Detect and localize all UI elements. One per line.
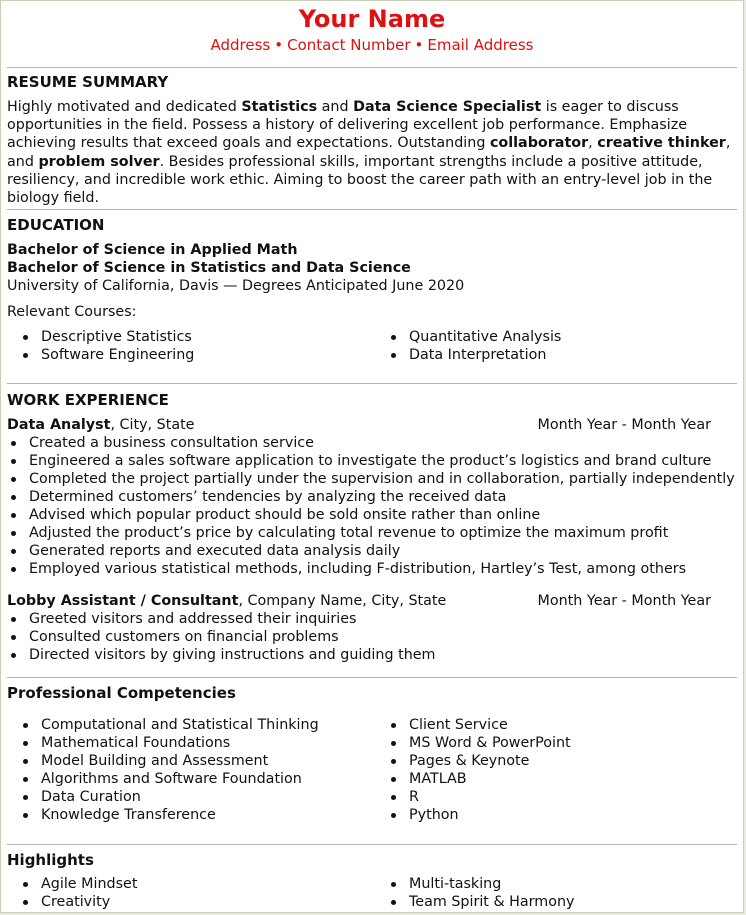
job-1-heading	[7, 416, 194, 434]
list-item: Software Engineering	[13, 346, 194, 364]
competencies-title: Professional Competencies	[7, 684, 236, 702]
contact-line	[7, 35, 737, 55]
list-item: Adjusted the product’s price by calculating total revenue to optimize the maximum profit	[1, 524, 735, 542]
section-divider	[7, 677, 737, 678]
competencies-list-left	[13, 716, 319, 824]
list-item: Computational and Statistical Thinking	[13, 716, 319, 734]
job-2-heading	[7, 592, 446, 610]
degree-2: Bachelor of Science in Statistics and Data Science	[7, 260, 411, 276]
list-item: Data Interpretation	[381, 346, 561, 364]
work-title: WORK EXPERIENCE	[7, 391, 169, 409]
list-item: Consulted customers on financial problems	[1, 628, 435, 646]
summary-emphasis: creative thinker	[597, 135, 726, 152]
list-item: Algorithms and Software Foundation	[13, 770, 319, 788]
education-title: EDUCATION	[7, 216, 105, 234]
section-divider	[7, 383, 737, 384]
section-divider	[7, 209, 737, 210]
competencies-list-right	[381, 716, 571, 824]
separator: •	[414, 36, 424, 54]
courses-list-right	[381, 328, 561, 364]
summary-paragraph	[7, 98, 737, 207]
courses-label: Relevant Courses:	[7, 304, 137, 320]
job-place: , City, State	[110, 417, 195, 433]
courses-list-left	[13, 328, 194, 364]
list-item: Mathematical Foundations	[13, 734, 319, 752]
school-line: University of California, Davis — Degrees Anticipated June 2020	[7, 278, 465, 294]
list-item: Data Curation	[13, 788, 319, 806]
summary-text: Highly motivated and dedicated	[7, 99, 242, 115]
job-1-bullets	[1, 434, 735, 578]
list-item: Quantitative Analysis	[381, 328, 561, 346]
list-item: Directed visitors by giving instructions and guiding them	[1, 646, 435, 664]
separator: •	[274, 36, 284, 54]
list-item: Employed various statistical methods, including F-distribution, Hartley’s Test, among others	[1, 560, 735, 578]
job-role: Lobby Assistant / Consultant	[7, 593, 239, 609]
list-item: Multi-tasking	[381, 875, 574, 893]
list-item: Generated reports and executed data analysis daily	[1, 542, 735, 560]
list-item: Creativity	[13, 893, 137, 911]
list-item: Engineered a sales software application to investigate the product’s logistics and brand culture	[1, 452, 735, 470]
list-item: Created a business consultation service	[1, 434, 735, 452]
job-2-bullets	[1, 610, 435, 664]
job-1-dates: Month Year - Month Year	[537, 417, 711, 433]
list-item: Advised which popular product should be sold onsite rather than online	[1, 506, 735, 524]
summary-emphasis: Data Science Specialist	[353, 99, 542, 115]
list-item: Determined customers’ tendencies by analyzing the received data	[1, 488, 735, 506]
list-item: Knowledge Transference	[13, 806, 319, 824]
highlights-list-right	[381, 875, 574, 911]
list-item: R	[381, 788, 571, 806]
list-item: Agile Mindset	[13, 875, 137, 893]
summary-text: and	[317, 99, 354, 115]
email-address: Email Address	[427, 36, 534, 54]
degree-1: Bachelor of Science in Applied Math	[7, 242, 298, 258]
section-divider	[7, 67, 737, 68]
job-2-dates: Month Year - Month Year	[537, 593, 711, 609]
summary-emphasis: problem solver	[38, 153, 160, 170]
summary-text: . Besides professional skills, important strengths include a positive attitude, resiliency, and incredible work ethic. Aiming to boost the career path with an entry-level job in the biology field.	[7, 153, 713, 207]
highlights-title: Highlights	[7, 851, 94, 869]
job-place: , Company Name, City, State	[238, 593, 447, 609]
list-item: Descriptive Statistics	[13, 328, 194, 346]
summary-text: is eager to discuss opportunities in the field. Possess a history of delivering excellent job performance. Emphasize achieving results that exceed goals and expectations. Outstanding	[7, 99, 687, 152]
list-item: MATLAB	[381, 770, 571, 788]
list-item: Completed the project partially under the supervision and in collaboration, partially independently	[1, 470, 735, 488]
list-item: MS Word & PowerPoint	[381, 734, 571, 752]
list-item: Model Building and Assessment	[13, 752, 319, 770]
list-item: Greeted visitors and addressed their inquiries	[1, 610, 435, 628]
list-item: Pages & Keynote	[381, 752, 571, 770]
section-divider	[7, 844, 737, 845]
list-item: Python	[381, 806, 571, 824]
summary-emphasis: collaborator	[489, 135, 589, 152]
summary-text: , and	[7, 135, 731, 170]
list-item: Client Service	[381, 716, 571, 734]
address: Address	[210, 36, 271, 54]
job-role: Data Analyst	[7, 417, 111, 433]
summary-emphasis: Statistics	[241, 99, 318, 115]
summary-title: RESUME SUMMARY	[7, 73, 169, 91]
list-item: Team Spirit & Harmony	[381, 893, 574, 911]
summary-text: ,	[588, 135, 598, 152]
candidate-name: Your Name	[298, 5, 446, 33]
contact-number: Contact Number	[287, 36, 411, 54]
highlights-list-left	[13, 875, 137, 911]
